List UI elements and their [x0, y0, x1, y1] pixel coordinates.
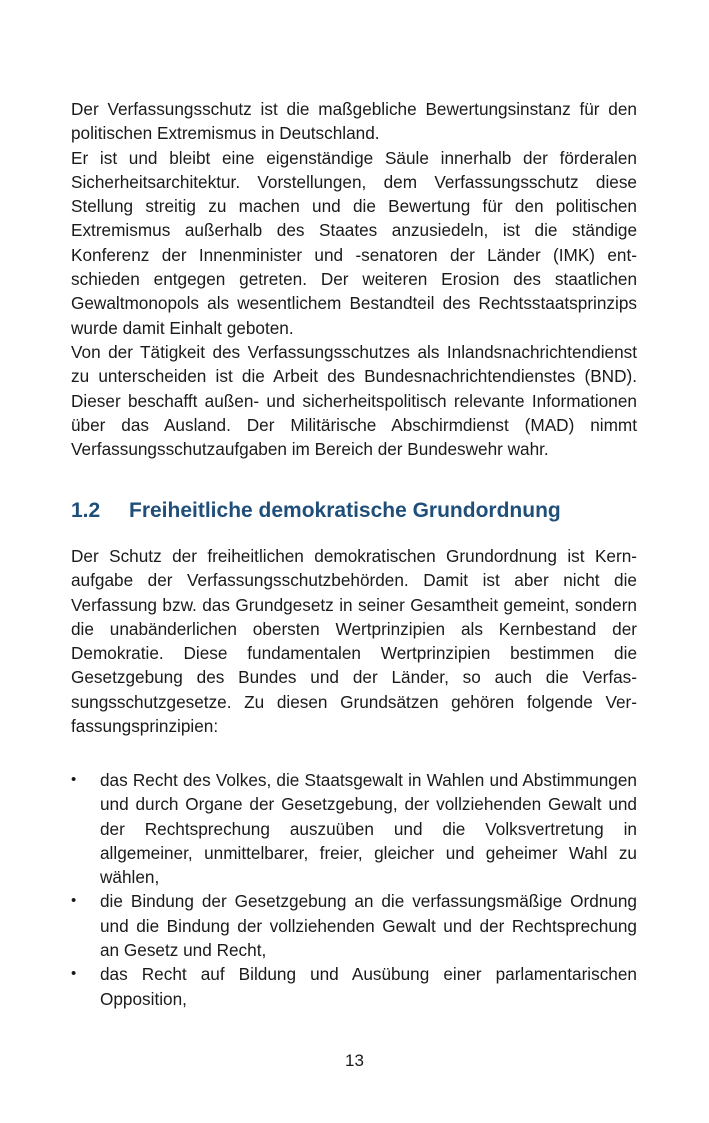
section-body — [71, 544, 637, 738]
intro-paragraph-1: Der Verfassungsschutz ist die maßgebliche Bewertungsinstanz für den politischen Extremismus in Deutschland. — [71, 99, 637, 144]
list-item-text: die Bindung der Gesetzgebung an die verfassungsmäßige Ordnung und die Bindung der vollziehenden Gewalt und der Rechtsprechung an Gesetz und Recht, — [100, 891, 637, 961]
section-paragraph-1: Der Schutz der freiheitlichen demokratischen Grundordnung ist Kernaufgabe der Verfassungsschutzbehörden. Damit ist aber nicht die Verfassung bzw. das Grundgesetz in seiner Gesamtheit gemeint, sondern die unabänderlichen obersten Wertprinzipien als Kernbestand der Demokratie. Diese fundamentalen Wertprinzipien bestimmen die Gesetzgebung des Bundes und der Länder, so auch die Verfassungsschutzgesetze. Zu diesen Grundsätzen gehören folgende Verfassungsprinzipien: — [71, 546, 637, 737]
list-item-text: das Recht des Volkes, die Staatsgewalt in Wahlen und Abstimmungen und durch Organe der Gesetzgebung, der vollziehenden Gewalt und der Rechtsprechung auszuüben und die Volksvertretung in allgemeiner, unmittelbarer, freier, gleicher und geheimer Wahl zu wählen, — [100, 770, 637, 888]
list-item-text: das Recht auf Bildung und Ausübung einer parlamentarischen Opposition, — [100, 964, 637, 1009]
bullet-list — [71, 768, 637, 1011]
section-title: Freiheitliche demokratische Grundordnung — [129, 499, 561, 522]
list-item — [71, 889, 637, 962]
bullet-icon: • — [71, 892, 77, 910]
bullet-icon: • — [71, 771, 77, 788]
section-heading — [71, 497, 637, 525]
bullet-icon: • — [71, 965, 77, 983]
intro-text — [71, 97, 637, 461]
page-number: 13 — [345, 1051, 364, 1070]
section-number: 1.2 — [71, 499, 101, 522]
bullet-list-container — [71, 768, 637, 1011]
list-item — [71, 768, 637, 889]
intro-paragraph-3: Von der Tätigkeit des Verfassungsschutzes als Inlandsnachrichtendienst zu unterscheiden ist die Arbeit des Bundesnachrichtendienstes (BND). Dieser beschafft außen- und sicherheitspolitisch relevante Informationen über das Ausland. Der Militärische Abschirmdienst (MAD) nimmt Verfassungsschutzaufgaben im Bereich der Bundeswehr wahr. — [71, 341, 637, 460]
intro-paragraph-2: Er ist und bleibt eine eigenständige Säule innerhalb der förderalen Sicherheitsarchitektur. Vorstellungen, dem Verfassungsschutz diese Stellung streitig zu machen und die Bewertung für den politischen Extremismus außerhalb des Staates anzusiedeln, ist die ständige Konferenz der Innenminister und -senatoren der Länder (IMK) entschieden entgegen getreten. Der weiteren Erosion des staatlichen Gewaltmonopols als wesentlichem Bestandteil des Rechtsstaatsprinzips wurde damit Einhalt geboten. — [71, 147, 637, 338]
list-item — [71, 962, 637, 1011]
